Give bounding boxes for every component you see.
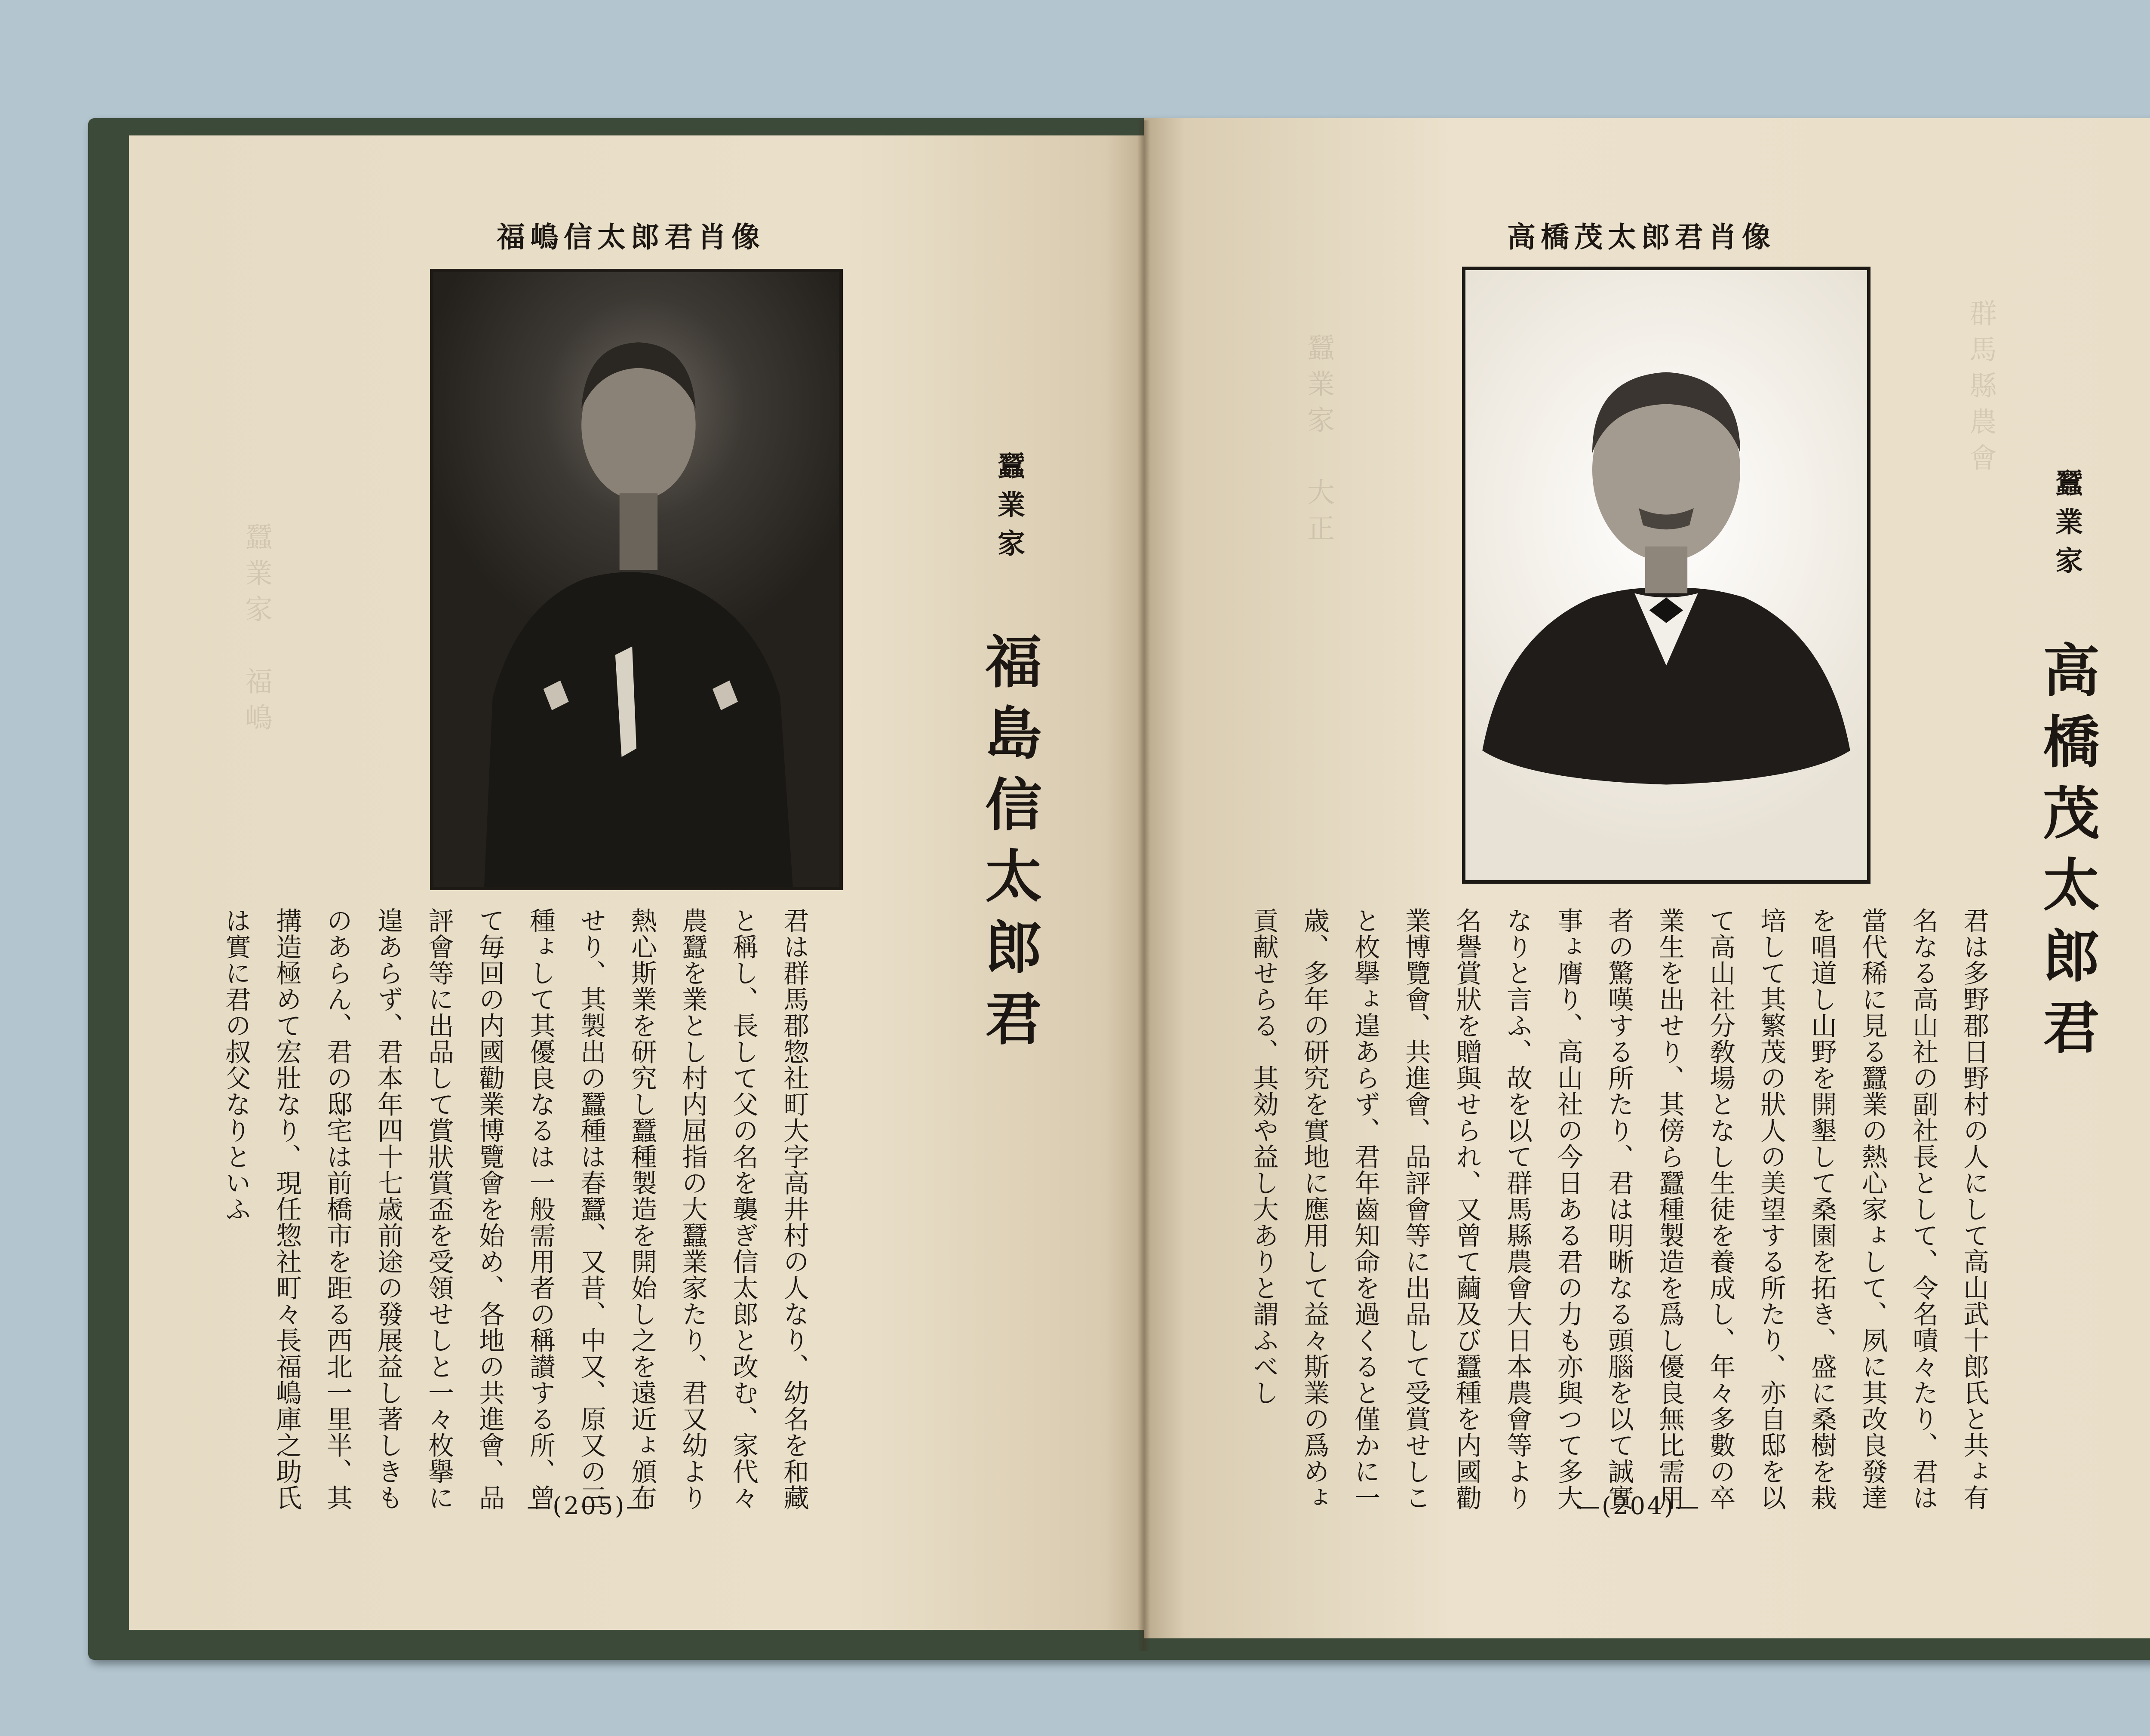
text-line: せり、其製出の蠶種は春蠶、又昔、中又、原又の三	[576, 907, 606, 1511]
bleed-through-text: 蠶業家 大正	[1302, 333, 1334, 550]
left-page-number: —(205)—	[527, 1492, 652, 1520]
bleed-through-text: 蠶業家 福嶋	[240, 522, 272, 739]
text-line: のあらん、君の邸宅は前橋市を距る西北一里半、其	[322, 907, 353, 1511]
portrait-takahashi-figure	[1465, 270, 1867, 880]
text-line: 名なる高山社の副社長として、令名嘖々たり、君は	[1908, 907, 1938, 1511]
text-line: 種ょして其優良なるは一般需用者の稱讃する所、曾	[525, 907, 556, 1511]
text-line: 貢献せらる、其効や益し大ありと謂ふべし	[1249, 907, 1279, 1406]
text-line: 業生を出せり、其傍ら蠶種製造を爲し優良無比需用	[1655, 907, 1685, 1511]
text-line: 歳、多年の研究を實地に應用して益々斯業の爲めょ	[1299, 907, 1330, 1511]
text-line: 者の驚嘆する所たり、君は明晰なる頭腦を以て誠實	[1604, 907, 1634, 1511]
text-line: 業博覽會、共進會、品評會等に出品して受賞せしこ	[1401, 907, 1431, 1511]
text-line: 當代稀に見る蠶業の熱心家ょして、夙に其改良發達	[1858, 907, 1888, 1511]
text-line: 農蠶を業とし村内屈指の大蠶業家たり、君又幼より	[678, 907, 708, 1511]
left-portrait-caption: 福嶋信太郎君肖像	[497, 220, 765, 254]
text-line: なりと言ふ、故を以て群馬縣農會大日本農會等より	[1502, 907, 1533, 1511]
text-line: 君は群馬郡惣社町大字高井村の人なり、幼名を和藏	[779, 907, 809, 1511]
text-line: て毎回の内國勸業博覽會を始め、各地の共進會、品	[475, 907, 505, 1511]
text-line: 搆造極めて宏壯なり、現任惣社町々長福嶋庫之助氏	[272, 907, 302, 1511]
right-portrait-caption: 高橋茂太郎君肖像	[1507, 220, 1775, 254]
book-gutter	[1137, 120, 1150, 1651]
text-line: 培して其繁茂の狀人の美望する所たり、亦自邸を以	[1756, 907, 1786, 1511]
right-subject-name: 高橋茂太郎君	[2033, 641, 2100, 1069]
bleed-through-text: 群馬縣農會	[1965, 299, 1996, 479]
portrait-fukushima	[430, 269, 843, 890]
text-line: 遑あらず、君本年四十七歳前途の發展益し著しきも	[373, 907, 403, 1511]
text-line: 事ょ膺り、高山社の今日ある君の力も亦與つて多大	[1553, 907, 1583, 1511]
text-line: 評會等に出品して賞狀賞盃を受領せしと一々枚擧に	[424, 907, 454, 1511]
portrait-fukushima-figure	[433, 272, 839, 887]
portrait-takahashi	[1462, 267, 1870, 884]
text-line: は實に君の叔父なりといふ	[221, 907, 251, 1222]
right-page-number: —(204)—	[1576, 1492, 1701, 1520]
left-occupation-label: 蠶業家	[993, 452, 1025, 568]
text-line: を唱道し山野を開墾して桑園を拓き、盛に桑樹を栽	[1807, 907, 1837, 1511]
text-line: て高山社分敎場となし生徒を養成し、年々多數の卒	[1705, 907, 1735, 1511]
text-line: と稱し、長して父の名を襲ぎ信太郎と改む、家代々	[728, 907, 759, 1511]
right-occupation-label: 蠶業家	[2051, 469, 2083, 585]
left-subject-name: 福島信太郎君	[975, 632, 1042, 1060]
text-line: 名譽賞狀を贈與せられ、又曾て繭及び蠶種を内國勸	[1452, 907, 1482, 1511]
text-line: と枚擧ょ遑あらず、君年齒知命を過くると僅かに一	[1350, 907, 1380, 1511]
text-line: 君は多野郡日野村の人にして高山武十郎氏と共ょ有	[1959, 907, 1989, 1511]
text-line: 熱心斯業を研究し蠶種製造を開始し之を遠近ょ頒布	[627, 907, 657, 1511]
